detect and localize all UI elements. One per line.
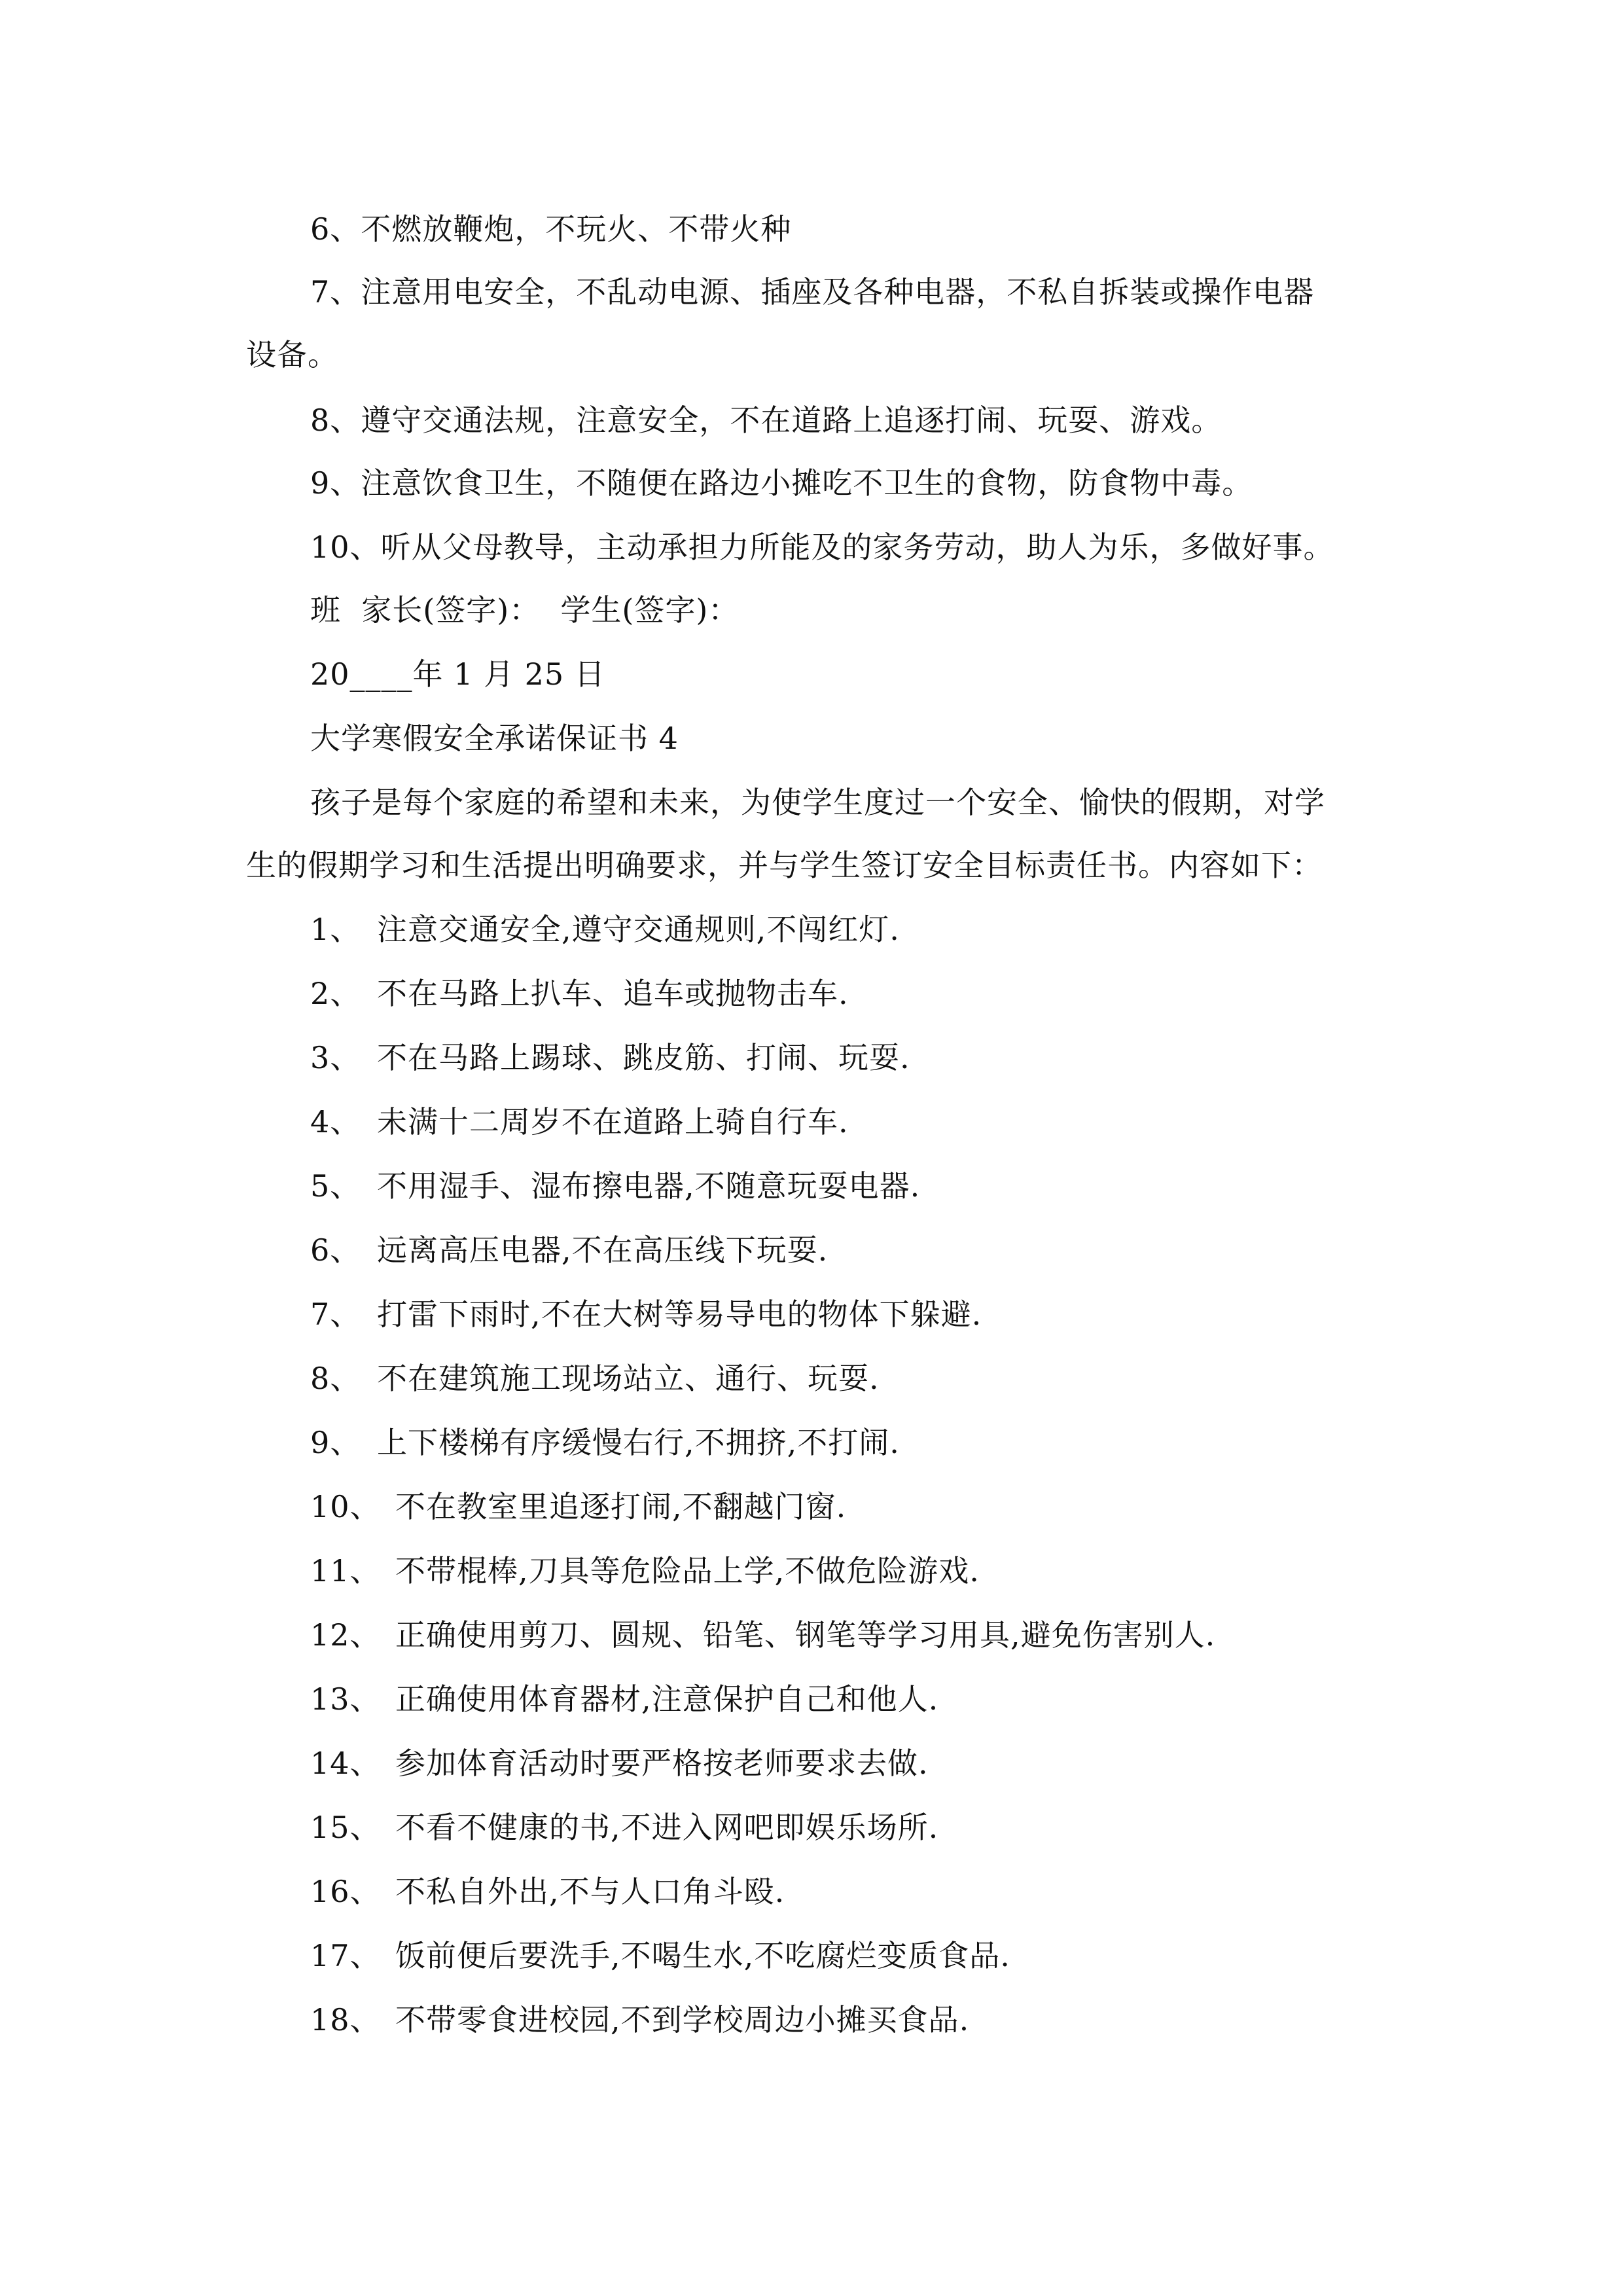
rule-number: 13、 — [310, 1681, 381, 1717]
date-line: 20____年 1 月 25 日 — [310, 656, 605, 692]
list-item-8: 8、遵守交通法规，注意安全，不在道路上追逐打闹、玩耍、游戏。 — [310, 403, 1222, 438]
rule-number: 7、 — [310, 1297, 361, 1332]
rule-text: 不带零食进校园,不到学校周边小摊买食品. — [395, 2002, 970, 2037]
rule-text: 不私自外出,不与人口角斗殴. — [395, 1874, 785, 1909]
rule-text: 不带棍棒,刀具等危险品上学,不做危险游戏. — [395, 1553, 980, 1588]
list-item-7-line2: 设备。 — [246, 337, 338, 372]
rule-number: 4、 — [310, 1104, 361, 1139]
rule-text: 不在教室里追逐打闹,不翻越门窗. — [395, 1489, 847, 1524]
rule-number: 14、 — [310, 1746, 381, 1781]
rule-number: 8、 — [310, 1361, 361, 1396]
rule-number: 1、 — [310, 912, 361, 947]
rule-number: 9、 — [310, 1425, 361, 1460]
rule-number: 10、 — [310, 1489, 381, 1524]
intro-line-1: 孩子是每个家庭的希望和未来，为使学生度过一个安全、愉快的假期，对学 — [310, 785, 1325, 820]
rule-number: 17、 — [310, 1938, 381, 1973]
rule-text: 正确使用剪刀、圆规、铅笔、钢笔等学习用具,避免伤害别人. — [395, 1617, 1216, 1653]
intro-line-2: 生的假期学习和生活提出明确要求，并与学生签订安全目标责任书。内容如下： — [246, 848, 1323, 883]
rule-text: 不在建筑施工现场站立、通行、玩耍. — [377, 1361, 880, 1396]
rule-number: 2、 — [310, 976, 361, 1011]
list-item-9: 9、注意饮食卫生，不随便在路边小摊吃不卫生的食物，防食物中毒。 — [310, 465, 1253, 501]
rule-number: 6、 — [310, 1232, 361, 1268]
signature-line: 班 家长(签字)： 学生(签字)： — [310, 592, 740, 628]
rule-text: 参加体育活动时要严格按老师要求去做. — [395, 1746, 929, 1781]
rule-number: 12、 — [310, 1617, 381, 1653]
rule-number: 11、 — [310, 1553, 381, 1588]
rule-text: 上下楼梯有序缓慢右行,不拥挤,不打闹. — [377, 1425, 900, 1460]
rule-number: 3、 — [310, 1040, 361, 1075]
rule-number: 5、 — [310, 1168, 361, 1204]
rule-number: 16、 — [310, 1874, 381, 1909]
rule-text: 不用湿手、湿布擦电器,不随意玩耍电器. — [377, 1168, 921, 1204]
rule-text: 不在马路上扒车、追车或抛物击车. — [377, 976, 849, 1011]
rule-text: 饭前便后要洗手,不喝生水,不吃腐烂变质食品. — [395, 1938, 1010, 1973]
rule-text: 打雷下雨时,不在大树等易导电的物体下躲避. — [377, 1297, 982, 1332]
rule-text: 远离高压电器,不在高压线下玩耍. — [377, 1232, 829, 1268]
rule-text: 正确使用体育器材,注意保护自己和他人. — [395, 1681, 939, 1717]
rule-text: 未满十二周岁不在道路上骑自行车. — [377, 1104, 849, 1139]
rule-text: 注意交通安全,遵守交通规则,不闯红灯. — [377, 912, 900, 947]
list-item-10: 10、听从父母教导，主动承担力所能及的家务劳动，助人为乐，多做好事。 — [310, 529, 1334, 565]
list-item-7-line1: 7、注意用电安全，不乱动电源、插座及各种电器，不私自拆装或操作电器 — [310, 274, 1315, 310]
list-item-6: 6、不燃放鞭炮，不玩火、不带火种 — [310, 211, 792, 247]
rule-text: 不看不健康的书,不进入网吧即娱乐场所. — [395, 1810, 939, 1845]
rule-text: 不在马路上踢球、跳皮筋、打闹、玩耍. — [377, 1040, 910, 1075]
rule-number: 18、 — [310, 2002, 381, 2037]
section-title: 大学寒假安全承诺保证书 4 — [310, 721, 679, 756]
rule-number: 15、 — [310, 1810, 381, 1845]
